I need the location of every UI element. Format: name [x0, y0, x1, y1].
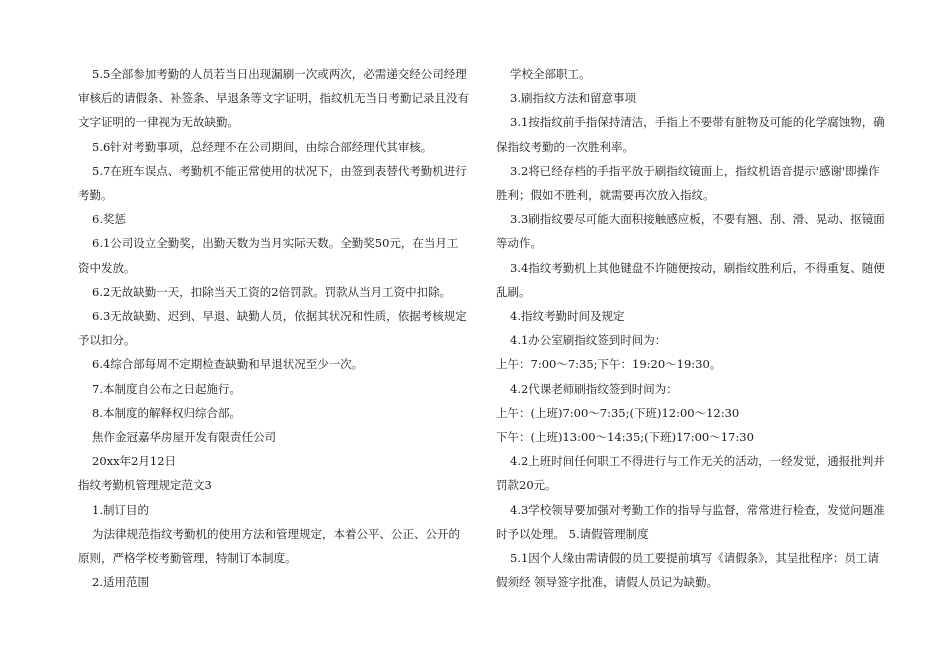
left-column-line: 5.5全部参加考勤的人员若当日出现漏刷一次或两次，必需递交经公司经理 — [92, 67, 467, 81]
right-column-line: 3.3刷指纹要尽可能大面积接触感应板，不要有翘、刮、滑、晃动、抠镜面 — [510, 212, 885, 227]
left-column-line: 5.6针对考勤事项，总经理不在公司期间，由综合部经理代其审核。 — [92, 139, 433, 154]
left-column-line: 6.4综合部每周不定期检查缺勤和早退状况至少一次。 — [92, 357, 364, 372]
right-column-line: 假须经 领导签字批准，请假人员记为缺勤。 — [496, 575, 719, 590]
right-column-line: 4.指纹考勤时间及规定 — [510, 309, 625, 324]
left-column-line: 为法律规范指纹考勤机的使用方法和管理规定，本着公平、公正、公开的 — [92, 526, 460, 541]
right-column-line: 乱刷。 — [496, 284, 531, 299]
left-column-line: 6.3无故缺勤、迟到、早退、缺勤人员，依据其状况和性质，依据考核规定 — [92, 309, 467, 324]
right-column-line: 下午：(上班)13:00～14:35;(下班)17:00～17:30 — [496, 430, 754, 445]
left-column-line: 审核后的请假条、补签条、早退条等文字证明，指纹机无当日考勤记录且没有 — [78, 91, 469, 106]
left-column-line: 7.本制度自公布之日起施行。 — [92, 381, 241, 396]
right-column-line: 4.2上班时间任何职工不得进行与工作无关的活动，一经发觉，通报批判并 — [510, 454, 885, 469]
left-column-line: 焦作金冠嘉华房屋开发有限责任公司 — [92, 430, 276, 445]
right-column-line: 时予以处理。 5.请假管理制度 — [496, 526, 649, 541]
left-column-line: 1.制订目的 — [92, 502, 149, 517]
right-column-line: 罚款20元。 — [496, 478, 557, 493]
right-column-line: 3.1按指纹前手指保持清洁，手指上不要带有脏物及可能的化学腐蚀物，确 — [510, 115, 885, 130]
right-column-line: 3.刷指纹方法和留意事项 — [510, 91, 636, 106]
right-column-line: 3.4指纹考勤机上其他键盘不许随便按动，刷指纹胜利后，不得重复、随便 — [510, 260, 885, 275]
left-column-line: 6.2无故缺勤一天，扣除当天工资的2倍罚款。罚款从当月工资中扣除。 — [92, 284, 452, 299]
left-column-line: 5.7在班车误点、考勤机不能正常使用的状况下，由签到表替代考勤机进行 — [92, 163, 467, 178]
right-column-line: 4.2代课老师刷指纹签到时间为： — [510, 381, 678, 396]
left-column-line: 资中发放。 — [78, 260, 136, 275]
right-column — [496, 62, 885, 594]
left-column-line: 考勤。 — [78, 188, 113, 203]
right-column-line: 等动作。 — [496, 236, 542, 251]
left-column-line: 文字证明的一律视为无故缺勤。 — [78, 115, 239, 130]
right-column-line: 上午：7:00～7:35;下午：19:20～19:30。 — [496, 357, 722, 372]
left-column-line: 20xx年2月12日 — [92, 454, 177, 469]
left-column-line: 8.本制度的解释权归综合部。 — [92, 405, 241, 420]
right-column-line: 保指纹考勤的一次胜利率。 — [496, 139, 634, 154]
left-column-line: 6.奖惩 — [92, 212, 126, 227]
right-column-line: 学校全部职工。 — [510, 67, 591, 81]
right-column-line: 3.2将已经存档的手指平放于刷指纹镜面上，指纹机语音提示'感谢'即操作 — [510, 163, 880, 178]
left-column-line: 2.适用范围 — [92, 575, 149, 590]
right-column-line: 5.1因个人缘由需请假的员工要提前填写《请假条》，其呈批程序：员工请 — [510, 551, 880, 566]
right-column-line: 上午：(上班)7:00～7:35;(下班)12:00～12:30 — [496, 405, 740, 420]
right-column-line: 4.1办公室刷指纹签到时间为： — [510, 333, 667, 348]
left-column-line: 予以扣分。 — [78, 333, 136, 348]
left-column-line: 指纹考勤机管理规定范文3 — [78, 478, 212, 493]
left-column-line: 原则，严格学校考勤管理，特制订本制度。 — [78, 551, 297, 566]
right-column-line: 胜利；假如不胜利，就需要再次放入指纹。 — [496, 188, 715, 203]
left-column-line: 6.1公司设立全勤奖，出勤天数为当月实际天数。全勤奖50元，在当月工 — [92, 236, 459, 251]
right-column-line: 4.3学校领导要加强对考勤工作的指导与监督，常常进行检查，发觉问题准 — [510, 502, 885, 517]
left-column — [78, 62, 469, 594]
